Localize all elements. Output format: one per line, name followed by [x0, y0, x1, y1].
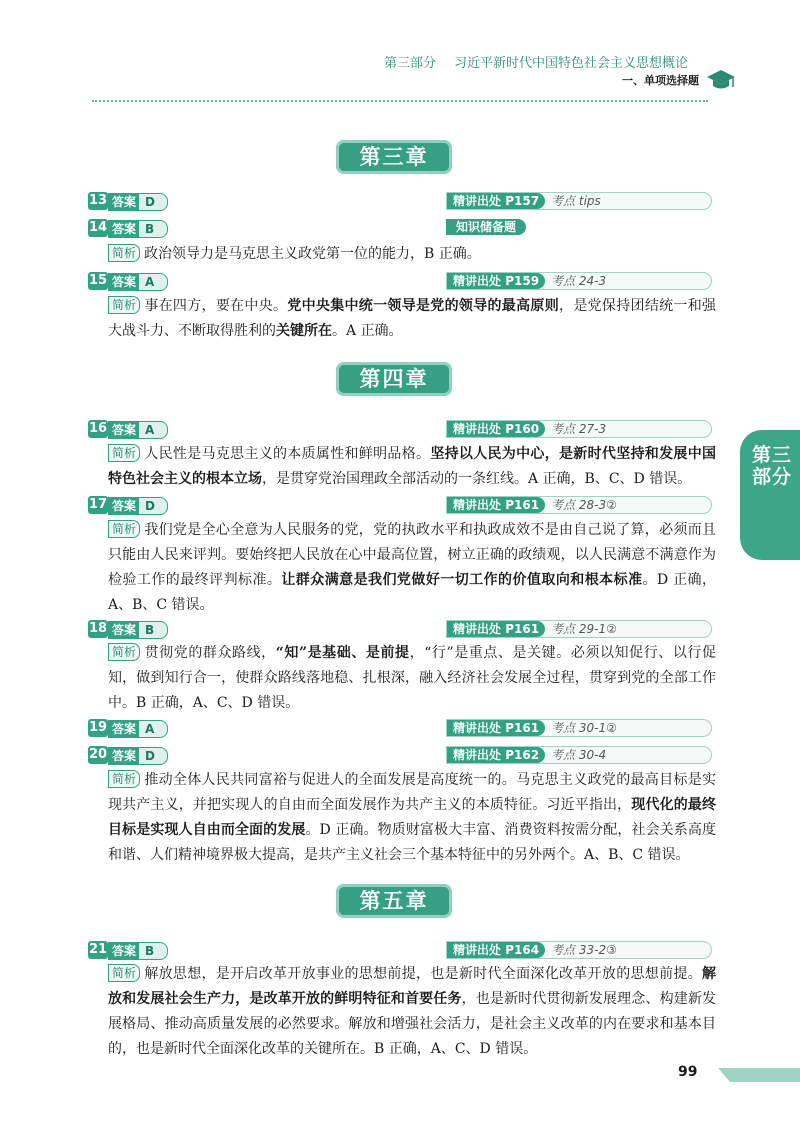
- question-number: 13: [88, 193, 108, 208]
- header-title: 习近平新时代中国特色社会主义思想概论: [454, 56, 689, 71]
- question-number: 18: [88, 621, 108, 636]
- q18-source: 精讲出处 P161 考点 29-1②: [446, 620, 712, 638]
- question-number: 16: [88, 421, 108, 436]
- answer-tag: 答案 A: [108, 421, 168, 439]
- answer-tag: 答案 D: [108, 497, 168, 515]
- q20-analysis: 简析 推动全体人民共同富裕与促进人的全面发展是高度统一的。马克思主义政党的最高目标是实现共产主义，并把实现人的自由而全面发展作为共产主义的本质特征。习近平指出，现代化的最终目标是实现人自由而全面的发展。D 正确。物质财富极大丰富、消费资料按需分配，社会关系高度和谐、人们精神境界极大提高，是共产主义社会三个基本特征中的另外两个。A、B、C 错误。: [108, 772, 717, 863]
- question-number: 14: [88, 220, 108, 235]
- side-tab-label: 第三部分: [752, 444, 793, 488]
- answer-tag: 答案 A: [108, 720, 168, 738]
- question-number: 20: [88, 747, 108, 762]
- q14-analysis: 简析 政治领导力是马克思主义政党第一位的能力，B 正确。: [108, 242, 716, 267]
- q13-source: 精讲出处 P157 考点 tips: [446, 192, 712, 210]
- answer-tag: 答案 A: [108, 273, 168, 291]
- q15-analysis: 简析 事在四方，要在中央。党中央集中统一领导是党的领导的最高原则，是党保持团结统一和强大战斗力、不断取得胜利的关键所在。A 正确。: [108, 298, 717, 339]
- answer-tag: 答案 D: [108, 747, 168, 765]
- page-number-bar: [718, 1068, 800, 1082]
- question-number: 15: [88, 273, 108, 288]
- header-divider: [92, 100, 708, 102]
- q21-analysis: 简析 解放思想，是开启改革开放事业的思想前提，也是新时代全面深化改革开放的思想前提。解放和发展社会生产力，是改革开放的鲜明特征和首要任务，也是新时代贯彻新发展理念、构建新发展格局、推动高质量发展的必然要求。解放和增强社会活力，是社会主义改革的内在要求和基本目的，也是新时代全面深化改革的关键所在。B 正确，A、C、D 错误。: [108, 966, 717, 1057]
- graduation-cap-icon: [706, 68, 736, 92]
- chapter-5-banner: 第五章: [336, 884, 452, 918]
- chapter-4-banner: 第四章: [336, 362, 452, 396]
- answer-tag: 答案 B: [108, 942, 168, 960]
- q19-source: 精讲出处 P161 考点 30-1②: [446, 719, 712, 737]
- q20-source: 精讲出处 P162 考点 30-4: [446, 746, 712, 764]
- chapter-3-banner: 第三章: [336, 140, 452, 174]
- q17-source: 精讲出处 P161 考点 28-3②: [446, 496, 712, 514]
- q17-analysis: 简析 我们党是全心全意为人民服务的党，党的执政水平和执政成效不是由自己说了算，必须而且只能由人民来评判。要始终把人民放在心中最高位置，树立正确的政绩观，以人民满意不满意作为检验工作的最终评判标准。让群众满意是我们党做好一切工作的价值取向和根本标准。D 正确，A、B、C 错误。: [108, 522, 716, 613]
- q14-knowledge-tag: 知识储备题: [446, 219, 526, 235]
- q16-analysis: 简析 人民性是马克思主义的本质属性和鲜明品格。坚持以人民为中心，是新时代坚持和发展中国特色社会主义的根本立场，是贯穿党治国理政全部活动的一条红线。A 正确，B、C、D 错误。: [108, 446, 717, 487]
- answer-tag: 答案 B: [108, 220, 168, 238]
- question-number: 17: [88, 497, 108, 512]
- q18-analysis: 简析 贯彻党的群众路线，“知”是基础、是前提，“行”是重点、是关键。必须以知促行、以行促知，做到知行合一，使群众路线落地稳、扎根深，融入经济社会发展全过程，贯穿到党的全部工作中。B 正确，A、C、D 错误。: [108, 645, 716, 711]
- question-number: 21: [88, 942, 108, 957]
- running-header: [384, 52, 688, 71]
- q15-source: 精讲出处 P159 考点 24-3: [446, 272, 712, 290]
- answer-tag: 答案 D: [108, 193, 168, 211]
- q16-source: 精讲出处 P160 考点 27-3: [446, 420, 712, 438]
- q21-source: 精讲出处 P164 考点 33-2③: [446, 941, 712, 959]
- header-section: 一、单项选择题: [622, 74, 699, 87]
- answer-tag: 答案 B: [108, 621, 168, 639]
- header-part: 第三部分: [384, 56, 437, 71]
- question-number: 19: [88, 720, 108, 735]
- page-number: 99: [678, 1064, 698, 1080]
